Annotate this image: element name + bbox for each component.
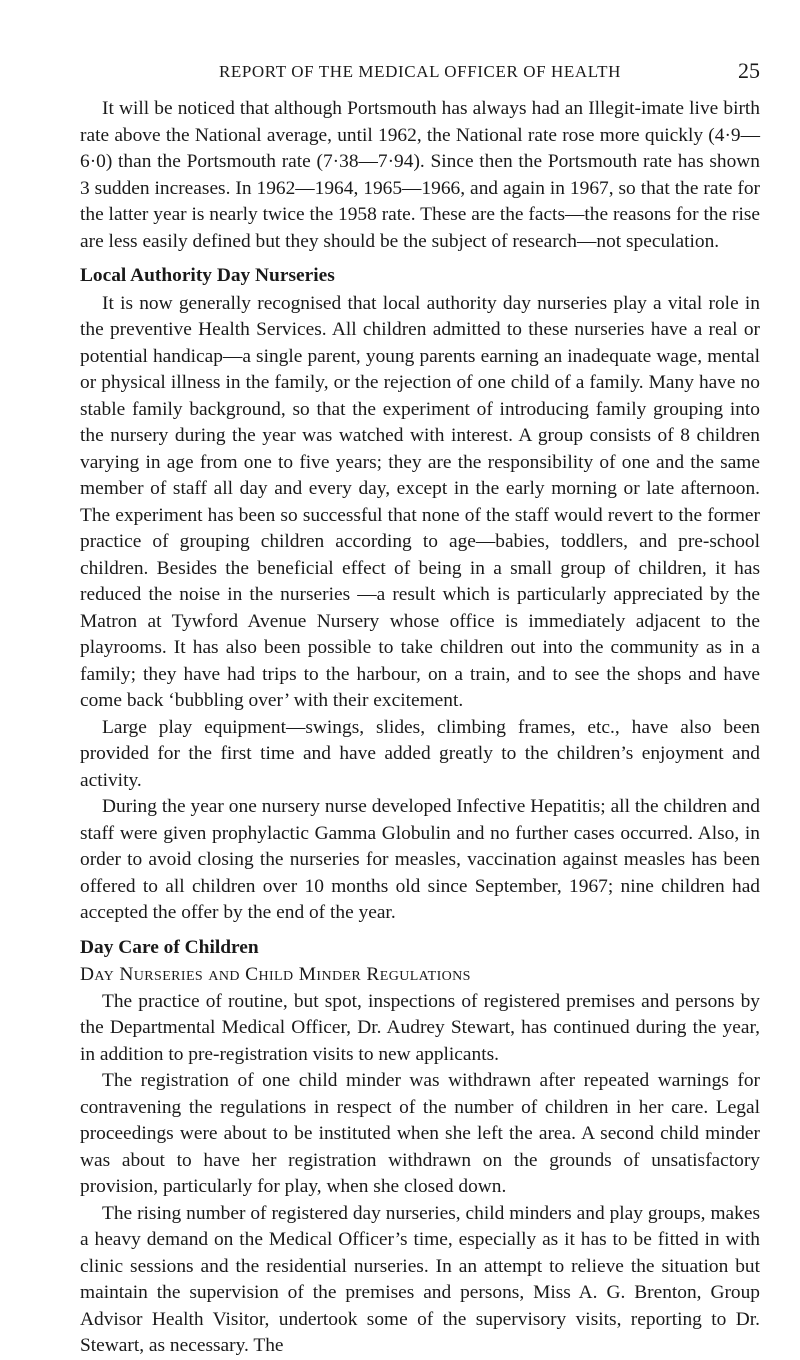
day-care-section: [80, 935, 760, 1360]
paragraph-family-grouping: It is now generally recognised that local authority day nurseries play a vital role in the preventive Health Services. All children admitted to these nurseries have a real or potential handicap—a single parent, young parents earning an inadequate wage, mental or physical illness in the family, or the rejection of one child of a family. Many have no stable family background, so that the experiment of introducing family grouping into the nursery during the year was watched with interest. A group consists of 8 children varying in age from one to five years; they are the responsibility of one and the same member of staff all day and every day, except in the early morning or late afternoon. The experiment has been so successful that none of the staff would revert to the former practice of grouping children according to age—babies, toddlers, and pre-school children. Besides the beneficial effect of being in a small group of children, it has reduced the noise in the nurseries —a result which is particularly appreciated by the Matron at Tywford Avenue Nursery whose office is immediately adjacent to the playrooms. It has also been possible to take children out into the community as in a family; they have had trips to the harbour, on a train, and to see the shops and have come back ‘bubbling over’ with their excitement.: [80, 292, 760, 711]
body-text: [80, 96, 760, 1360]
section-heading-day-care: Day Care of Children: [80, 936, 259, 958]
paragraph-inspections: The practice of routine, but spot, inspections of registered premises and persons by the Departmental Medical Officer, Dr. Audrey Stewart, has continued during the year, in addition to pre-registration visits to new applicants.: [80, 990, 760, 1065]
section-heading-day-nurseries: Local Authority Day Nurseries: [80, 265, 335, 286]
day-nurseries-section: [80, 263, 760, 927]
intro-section: [80, 96, 760, 255]
paragraph-supervision-demand: The rising number of registered day nurseries, child minders and play groups, makes a heavy demand on the Medical Officer’s time, especially as it has to be fitted in with clinic sessions and the residential nurseries. In an attempt to relieve the situation but maintain the supervision of the premises and persons, Miss A. G. Brenton, Group Advisor Health Visitor, undertook some of the supervisory visits, reporting to Dr. Stewart, as necessary. The: [80, 1202, 760, 1356]
subheading-regulations: Day Nurseries and Child Minder Regulations: [80, 964, 471, 985]
running-header: [80, 58, 760, 86]
document-page: [80, 0, 760, 1356]
running-title: REPORT OF THE MEDICAL OFFICER OF HEALTH: [218, 62, 622, 81]
paragraph-registration-withdrawn: The registration of one child minder was withdrawn after repeated warnings for contravening the regulations in respect of the number of children in her care. Legal proceedings were about to be instituted when she left the area. A second child minder was about to have her registration withdrawn on the grounds of unsatisfactory provision, particularly for play, when she closed down.: [80, 1070, 760, 1197]
page-number: 25: [738, 58, 760, 83]
paragraph-play-equipment: Large play equipment—swings, slides, climbing frames, etc., have also been provided for the first time and have added greatly to the children’s enjoyment and activity.: [80, 716, 760, 791]
paragraph-illegitimate-birth-rate: It will be noticed that although Portsmouth has always had an Illegit-imate live birth rate above the National average, until 1962, the National rate rose more quickly (4·9—6·0) than the Portsmouth rate (7·38—7·94). Since then the Portsmouth rate has shown 3 sudden increases. In 1962—1964, 1965—1966, and again in 1967, so that the rate for the latter year is nearly twice the 1958 rate. These are the facts—the reasons for the rise are less easily defined but they should be the subject of research—not speculation.: [80, 98, 760, 252]
paragraph-hepatitis-measles: During the year one nursery nurse developed Infective Hepatitis; all the children and staff were given prophylactic Gamma Globulin and no further cases occurred. Also, in order to avoid closing the nurseries for measles, vaccination against measles has been offered to all children over 10 months old since September, 1967; nine children had accepted the offer by the end of the year.: [80, 796, 760, 923]
